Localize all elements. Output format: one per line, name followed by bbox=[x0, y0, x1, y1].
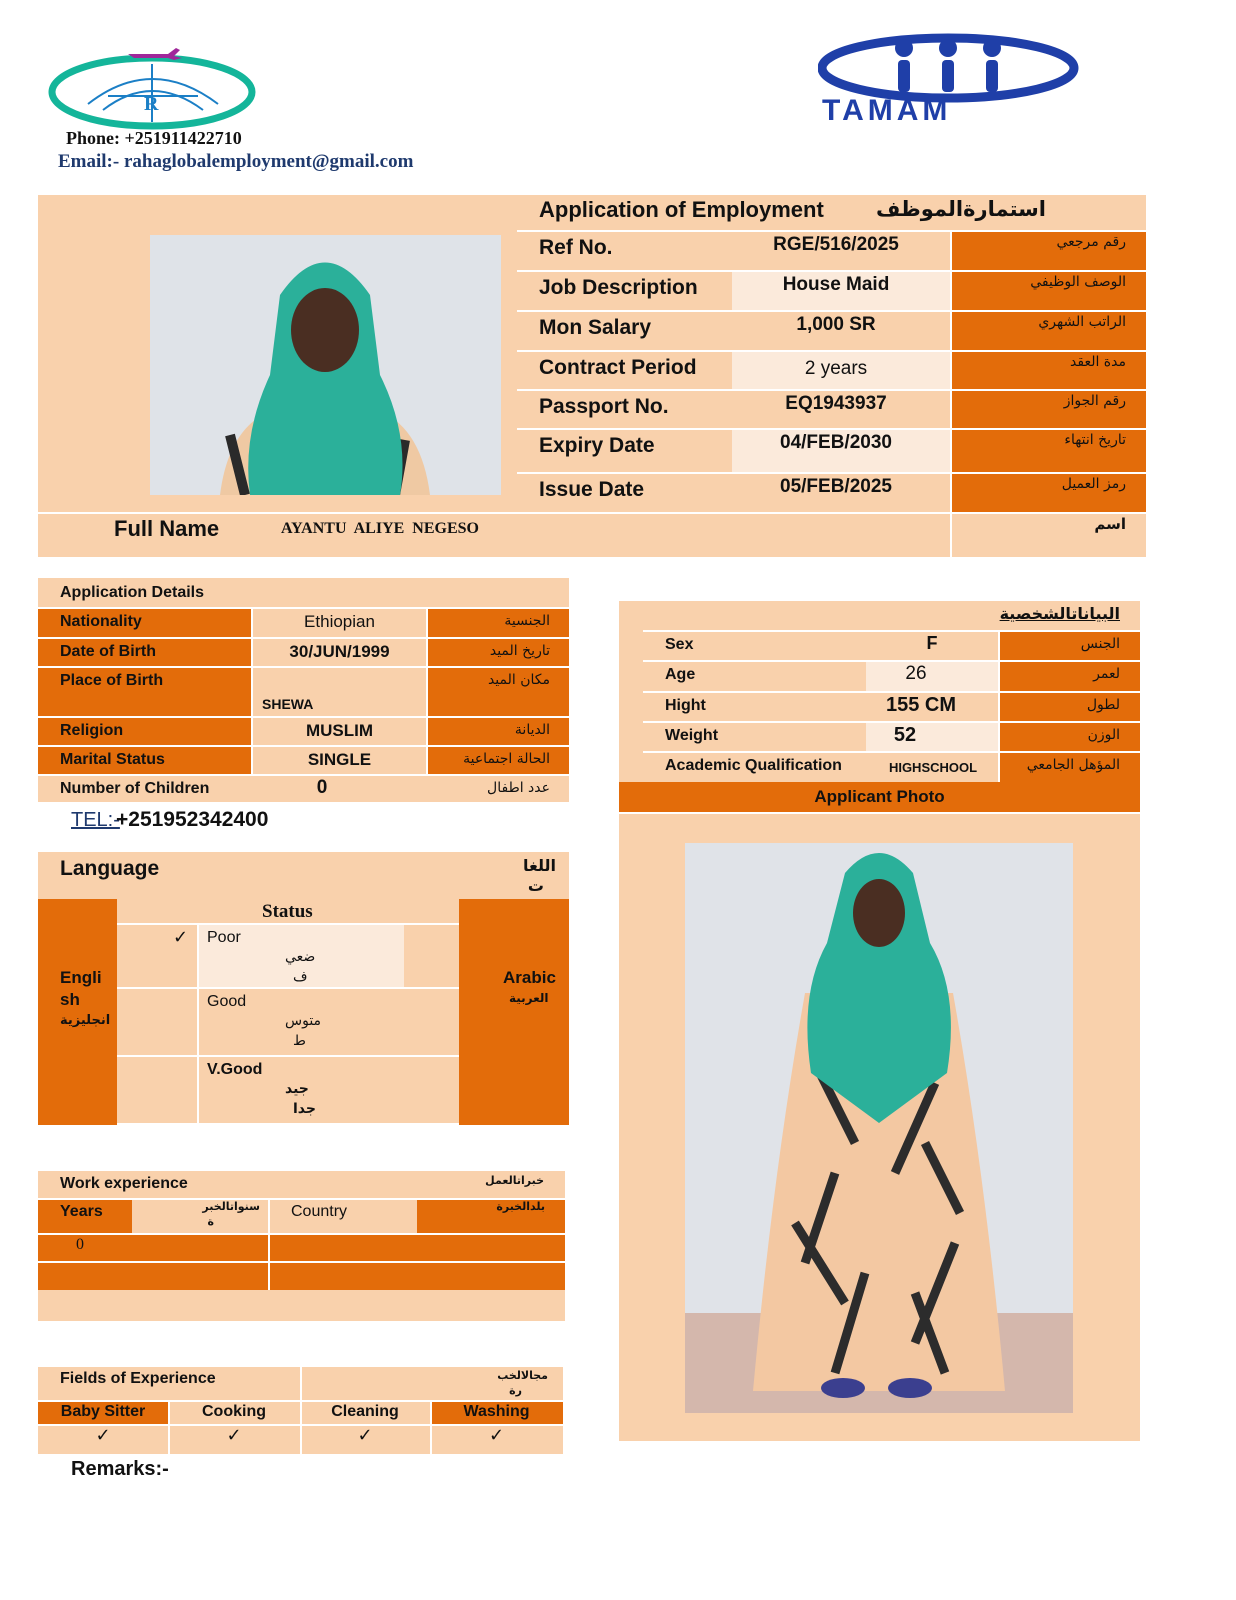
personal-arabic: الجنس bbox=[1080, 636, 1120, 652]
applicant-photo-label: Applicant Photo bbox=[814, 787, 945, 806]
form-row-arabic: الراتب الشهري bbox=[1038, 314, 1126, 330]
full-name-value: AYANTU ALIYE NEGESO bbox=[281, 520, 479, 537]
applicant-full-body-image bbox=[685, 843, 1073, 1413]
details-arabic: مكان الميد bbox=[487, 672, 550, 688]
language-level-arabic-1: متوس bbox=[285, 1013, 322, 1029]
personal-value: 26 bbox=[905, 663, 927, 684]
form-row-label: Expiry Date bbox=[539, 434, 655, 457]
english-column bbox=[38, 899, 117, 1125]
svg-text:R: R bbox=[144, 93, 159, 115]
language-title-arabic-2: ت bbox=[527, 876, 544, 895]
personal-arabic: لعمر bbox=[1093, 666, 1120, 682]
language-level-arabic-2: جدا bbox=[293, 1101, 316, 1117]
tamam-logo bbox=[818, 30, 1096, 126]
personal-data-title: البياناتالشخصية bbox=[999, 604, 1120, 623]
details-label: Marital Status bbox=[60, 751, 165, 768]
check-mark-icon: ✓ bbox=[226, 1425, 242, 1446]
details-arabic: الجنسية bbox=[504, 613, 550, 629]
form-row-arabic: تاريخ انتهاء bbox=[1064, 432, 1126, 448]
work-row-2 bbox=[38, 1261, 565, 1290]
form-row-arabic: رقم الجواز bbox=[1063, 393, 1126, 409]
form-row-value: 1,000 SR bbox=[796, 314, 876, 335]
form-row-arabic: مدة العقد bbox=[1070, 354, 1126, 370]
personal-value: F bbox=[926, 633, 938, 653]
language-level-divider bbox=[197, 989, 199, 1057]
form-row-value: House Maid bbox=[782, 274, 890, 295]
status-label: Status bbox=[262, 901, 313, 922]
arabic-label: Arabic bbox=[503, 968, 556, 987]
years-label: Years bbox=[60, 1203, 103, 1220]
english-label-arabic: انجليزية bbox=[60, 1013, 111, 1028]
language-level-label: Poor bbox=[207, 929, 241, 946]
check-mark-icon: ✓ bbox=[95, 1425, 111, 1446]
details-value: MUSLIM bbox=[305, 721, 374, 740]
email-line: Email:- rahaglobalemployment@gmail.com bbox=[58, 151, 414, 172]
personal-label: Age bbox=[665, 666, 696, 683]
form-row-value: 05/FEB/2025 bbox=[780, 476, 892, 497]
language-level-label: Good bbox=[207, 993, 247, 1010]
work-row-1 bbox=[38, 1233, 565, 1261]
tamam-logo-icon bbox=[818, 30, 1096, 126]
full-name-label: Full Name bbox=[114, 516, 220, 541]
arabic-column bbox=[459, 899, 569, 1125]
details-label: Religion bbox=[60, 722, 124, 739]
personal-value: 52 bbox=[893, 724, 917, 746]
details-arabic: تاريخ الميد bbox=[489, 643, 550, 659]
language-level-arabic-2: ط bbox=[293, 1033, 306, 1049]
full-body-photo bbox=[685, 843, 1073, 1413]
language-title: Language bbox=[60, 857, 160, 880]
personal-label: Academic Qualification bbox=[665, 757, 842, 774]
language-level-label: V.Good bbox=[207, 1061, 263, 1078]
form-title: Application of Employment bbox=[539, 197, 824, 222]
details-arabic: عدد اطفال bbox=[487, 780, 550, 796]
details-value: 30/JUN/1999 bbox=[289, 642, 390, 661]
details-label: Place of Birth bbox=[60, 672, 164, 689]
details-value: SINGLE bbox=[307, 750, 372, 769]
form-row-label: Passport No. bbox=[539, 395, 669, 418]
form-row-value: 04/FEB/2030 bbox=[780, 432, 892, 453]
check-mark-icon: ✓ bbox=[173, 927, 189, 948]
arabic-label-arabic: العربية bbox=[509, 991, 549, 1005]
tel-prefix: TEL:- bbox=[71, 809, 120, 831]
application-details-title: Application Details bbox=[60, 584, 205, 601]
work-experience-title: Work experience bbox=[60, 1175, 188, 1192]
form-row-arabic: رقم مرجعي bbox=[1056, 234, 1126, 250]
form-row-label: Issue Date bbox=[539, 478, 645, 501]
country-label: Country bbox=[291, 1203, 348, 1220]
years-value: 0 bbox=[76, 1236, 84, 1253]
agency-logo bbox=[48, 44, 260, 132]
years-arabic-2: ة bbox=[207, 1215, 214, 1228]
fields-title-divider bbox=[300, 1367, 302, 1400]
personal-value: HIGHSCHOOL bbox=[888, 760, 978, 775]
details-value: 0 bbox=[316, 777, 328, 798]
language-level-arabic-1: جيد bbox=[285, 1081, 309, 1097]
form-row-label: Ref No. bbox=[539, 236, 613, 259]
english-label-2: sh bbox=[60, 990, 80, 1009]
form-row-label: Mon Salary bbox=[539, 316, 652, 339]
airplane-globe-logo bbox=[48, 44, 260, 132]
field-label: Cooking bbox=[202, 1403, 266, 1420]
personal-arabic: الوزن bbox=[1087, 727, 1120, 743]
phone-line: Phone: +251911422710 bbox=[66, 128, 242, 148]
applicant-headshot-image bbox=[150, 235, 501, 495]
language-level-arabic-2: ف bbox=[293, 969, 308, 985]
fields-title-arabic-2: رة bbox=[509, 1384, 522, 1397]
remarks-label: Remarks:- bbox=[71, 1458, 169, 1480]
form-row-value: EQ1943937 bbox=[785, 393, 887, 414]
form-row-value: RGE/516/2025 bbox=[773, 234, 899, 255]
work-experience-title-arabic: خبراتالعمل bbox=[485, 1174, 544, 1187]
tamam-wordmark: TAMAM bbox=[822, 94, 952, 126]
personal-label: Weight bbox=[665, 727, 719, 744]
fields-title: Fields of Experience bbox=[60, 1370, 216, 1387]
work-header-middle bbox=[132, 1200, 417, 1233]
language-level-divider bbox=[197, 925, 199, 989]
check-mark-icon: ✓ bbox=[357, 1425, 373, 1446]
details-label: Nationality bbox=[60, 613, 142, 630]
form-row-label: Job Description bbox=[539, 276, 698, 299]
years-arabic-1: سنواتالخبر bbox=[202, 1200, 260, 1213]
personal-arabic: لطول bbox=[1086, 697, 1120, 713]
english-label-1: Engli bbox=[60, 968, 102, 987]
form-row-label: Contract Period bbox=[539, 356, 697, 379]
personal-label: Hight bbox=[665, 697, 706, 714]
field-label: Cleaning bbox=[331, 1403, 399, 1420]
language-level-divider bbox=[197, 1057, 199, 1125]
fields-title-arabic-1: مجالالخب bbox=[497, 1369, 548, 1382]
passport-photo bbox=[150, 235, 501, 495]
form-title-arabic: استمارةالموظف bbox=[876, 197, 1046, 221]
field-label: Washing bbox=[463, 1403, 530, 1420]
form-row-arabic: الوصف الوظيفي bbox=[1030, 274, 1126, 290]
applicant-photo-header bbox=[619, 782, 1140, 814]
full-name-divider bbox=[950, 514, 952, 557]
details-label: Date of Birth bbox=[60, 643, 156, 660]
personal-value: 155 CM bbox=[885, 694, 957, 716]
language-level-arabic-1: ضعي bbox=[285, 949, 316, 965]
work-divider-2 bbox=[268, 1233, 270, 1290]
details-value: Ethiopian bbox=[304, 612, 375, 631]
details-arabic: الديانة bbox=[514, 722, 550, 738]
field-label: Baby Sitter bbox=[60, 1403, 146, 1420]
form-row-value: 2 years bbox=[804, 358, 868, 379]
tel-number: +251952342400 bbox=[116, 808, 269, 831]
personal-arabic: المؤهل الجامعي bbox=[1026, 757, 1120, 773]
details-label: Number of Children bbox=[60, 780, 210, 797]
check-mark-icon: ✓ bbox=[488, 1425, 505, 1446]
language-title-arabic-1: اللغا bbox=[522, 856, 556, 875]
details-value: SHEWA bbox=[262, 696, 314, 712]
full-name-arabic: اسم bbox=[1094, 515, 1126, 533]
country-arabic: بلدالخبرة bbox=[496, 1200, 545, 1213]
personal-label: Sex bbox=[665, 636, 694, 653]
form-row-arabic: رمز العميل bbox=[1061, 476, 1126, 492]
details-arabic: الحالة اجتماعية bbox=[463, 751, 550, 767]
